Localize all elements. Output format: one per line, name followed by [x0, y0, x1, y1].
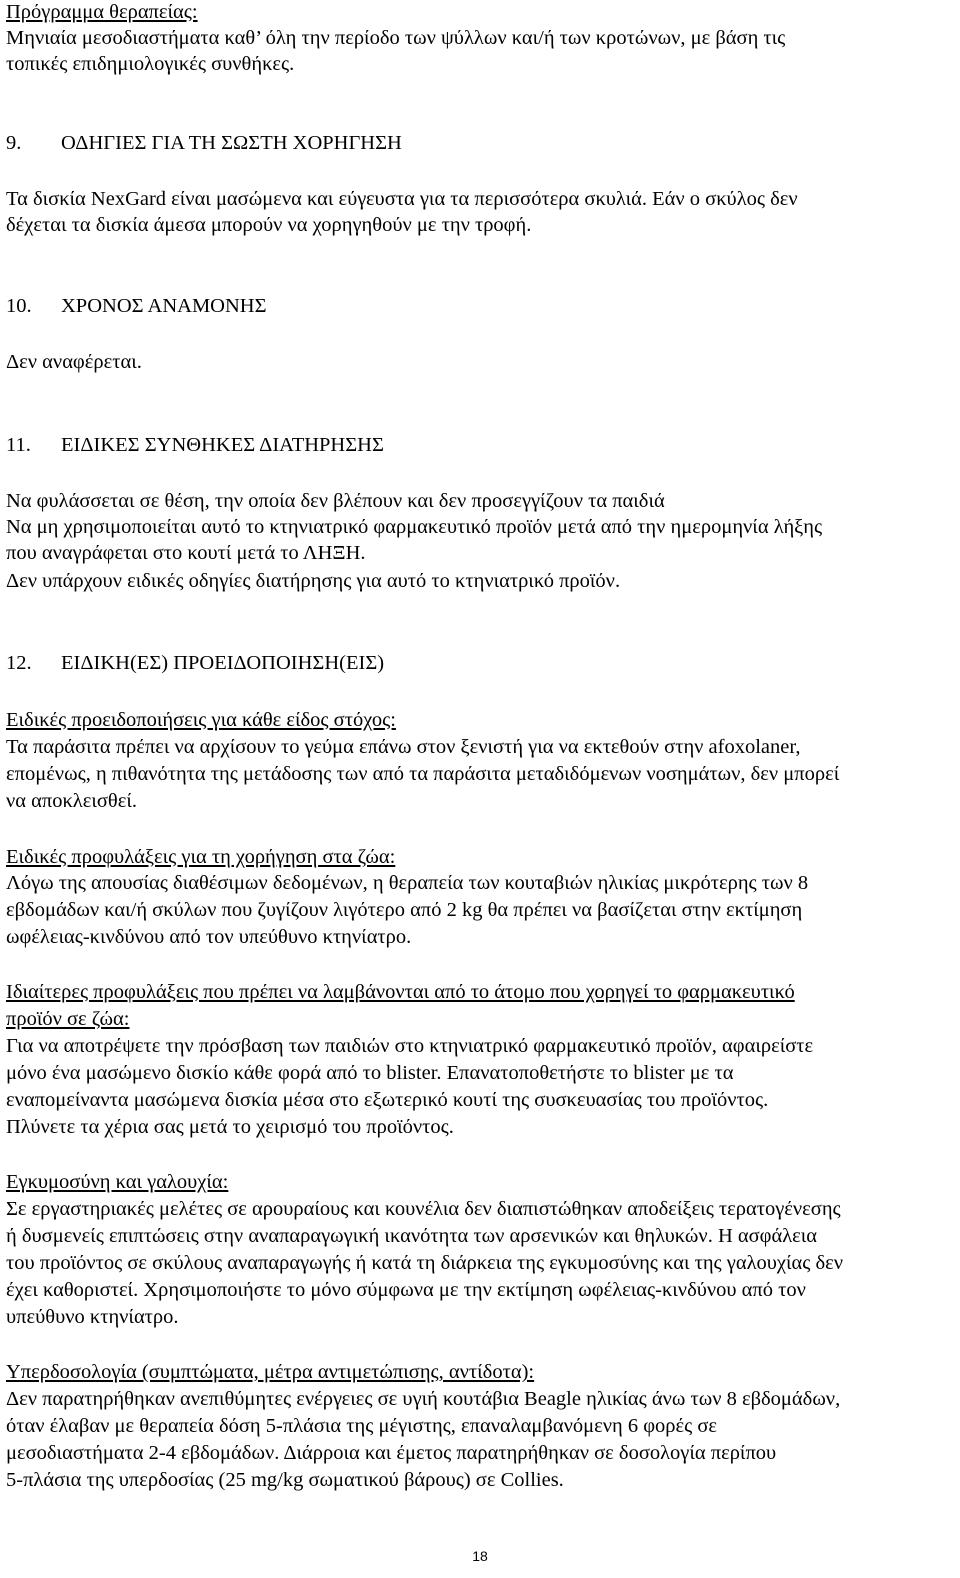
paragraph-line: Να φυλάσσεται σε θέση, την οποία δεν βλέπουν και δεν προσεγγίζουν τα παιδιά [6, 490, 665, 512]
paragraph-line: Τα παράσιτα πρέπει να αρχίσουν το γεύμα επάνω στον ξενιστή για να εκτεθούν στην afoxolaner, [6, 736, 801, 758]
section-number: 12. [6, 652, 32, 674]
section-title: ΕΙΔΙΚΗ(ΕΣ) ΠΡΟΕΙΔΟΠΟΙΗΣΗ(ΕΙΣ) [61, 652, 385, 674]
section-heading [6, 293, 267, 319]
paragraph-line: έχει καθοριστεί. Χρησιμοποιήστε το μόνο σύμφωνα με την εκτίμηση ωφέλειας-κινδύνου από τον [6, 1279, 806, 1301]
section-number: 9. [6, 132, 22, 154]
paragraph-line: Σε εργαστηριακές μελέτες σε αρουραίους και κουνέλια δεν διαπιστώθηκαν αποδείξεις τερατογένεσης [6, 1198, 841, 1220]
paragraph-line: Πλύνετε τα χέρια σας μετά το χειρισμό του προϊόντος. [6, 1116, 454, 1138]
paragraph-line: Δεν υπάρχουν ειδικές οδηγίες διατήρησης για αυτό το κτηνιατρικό προϊόν. [6, 570, 621, 592]
paragraph-line: Για να αποτρέψετε την πρόσβαση των παιδιών στο κτηνιατρικό φαρμακευτικό προϊόν, αφαιρείστε [6, 1035, 814, 1057]
pregnancy-heading: Εγκυμοσύνη και γαλουχία: [6, 1171, 229, 1193]
paragraph-line: επομένως, η πιθανότητα της μετάδοσης των από τα παράσιτα μεταδιδόμενων νοσημάτων, δεν μπορεί [6, 763, 840, 785]
section-number: 11. [6, 434, 31, 456]
paragraph-line: Δεν αναφέρεται. [6, 351, 142, 373]
section-number: 10. [6, 295, 32, 317]
paragraph-line: δέχεται τα δισκία άμεσα μπορούν να χορηγηθούν με την τροφή. [6, 214, 532, 236]
treatment-schedule-heading: Πρόγραμμα θεραπείας: [6, 1, 198, 23]
section-title: ΟΔΗΓΙΕΣ ΓΙΑ ΤΗ ΣΩΣΤΗ ΧΟΡΗΓΗΣΗ [61, 132, 402, 154]
overdose-heading: Υπερδοσολογία (συμπτώματα, μέτρα αντιμετώπισης, αντίδοτα): [6, 1361, 535, 1383]
paragraph-line: του προϊόντος σε σκύλους αναπαραγωγής ή κατά τη διάρκεια της εγκυμοσύνης και της γαλουχίας δεν [6, 1252, 844, 1274]
paragraph-line: ωφέλειας-κινδύνου από τον υπεύθυνο κτηνίατρο. [6, 926, 412, 948]
paragraph-line: Μηνιαία μεσοδιαστήματα καθ’ όλη την περίοδο των ψύλλων και/ή των κροτώνων, με βάση τις [6, 27, 786, 49]
section-heading [6, 432, 384, 458]
section-title: ΧΡΟΝΟΣ ΑΝΑΜΟΝΗΣ [61, 295, 267, 317]
section-title: ΕΙΔΙΚΕΣ ΣΥΝΘΗΚΕΣ ΔΙΑΤΗΡΗΣΗΣ [61, 434, 384, 456]
page-number: 18 [472, 1548, 488, 1564]
paragraph-line: μόνο ένα μασώμενο δισκίο κάθε φορά από το blister. Επανατοποθετήστε το blister με τα [6, 1062, 734, 1084]
paragraph-line: εναπομείναντα μασώμενα δισκία μέσα στο εξωτερικό κουτί της συσκευασίας του προϊόντος. [6, 1089, 769, 1111]
person-precautions-heading-cont: προϊόν σε ζώα: [6, 1008, 130, 1030]
paragraph-line: μεσοδιαστήματα 2-4 εβδομάδων. Διάρροια και έμετος παρατηρήθηκαν σε δοσολογία περίπου [6, 1442, 777, 1464]
paragraph-line: Λόγω της απουσίας διαθέσιμων δεδομένων, η θεραπεία των κουταβιών ηλικίας μικρότερης των 8 [6, 872, 809, 894]
animal-precautions-heading: Ειδικές προφυλάξεις για τη χορήγηση στα ζώα: [6, 846, 396, 868]
paragraph-line: Να μη χρησιμοποιείται αυτό το κτηνιατρικό φαρμακευτικό προϊόν μετά από την ημερομηνία λήξης [6, 516, 823, 538]
paragraph-line: να αποκλεισθεί. [6, 790, 137, 812]
paragraph-line: Τα δισκία NexGard είναι μασώμενα και εύγευστα για τα περισσότερα σκυλιά. Εάν ο σκύλος δεν [6, 188, 798, 210]
paragraph-line: Δεν παρατηρήθηκαν ανεπιθύμητες ενέργειες σε υγιή κουτάβια Beagle ηλικίας άνω των 8 εβδομάδων, [6, 1388, 841, 1410]
paragraph-line: εβδομάδων και/ή σκύλων που ζυγίζουν λιγότερο από 2 kg θα πρέπει να βασίζεται στην εκτίμηση [6, 899, 803, 921]
paragraph-line: όταν έλαβαν με θεραπεία δόση 5-πλάσια της μέγιστης, επαναλαμβανόμενη 6 φορές σε [6, 1415, 718, 1437]
paragraph-line: ή δυσμενείς επιπτώσεις στην αναπαραγωγική ικανότητα των αρσενικών και θηλυκών. Η ασφάλεια [6, 1225, 818, 1247]
section-heading [6, 650, 384, 676]
paragraph-line: 5-πλάσια της υπερδοσίας (25 mg/kg σωματικού βάρους) σε Collies. [6, 1469, 564, 1491]
paragraph-line: που αναγράφεται στο κουτί μετά το ΛΗΞΗ. [6, 542, 366, 564]
section-heading [6, 130, 402, 156]
paragraph-line: τοπικές επιδημιολογικές συνθήκες. [6, 53, 295, 75]
target-species-heading: Ειδικές προειδοποιήσεις για κάθε είδος στόχος: [6, 709, 396, 731]
paragraph-line: υπεύθυνο κτηνίατρο. [6, 1306, 179, 1328]
person-precautions-heading: Ιδιαίτερες προφυλάξεις που πρέπει να λαμβάνονται από το άτομο που χορηγεί το φαρμακευτικό [6, 981, 795, 1003]
